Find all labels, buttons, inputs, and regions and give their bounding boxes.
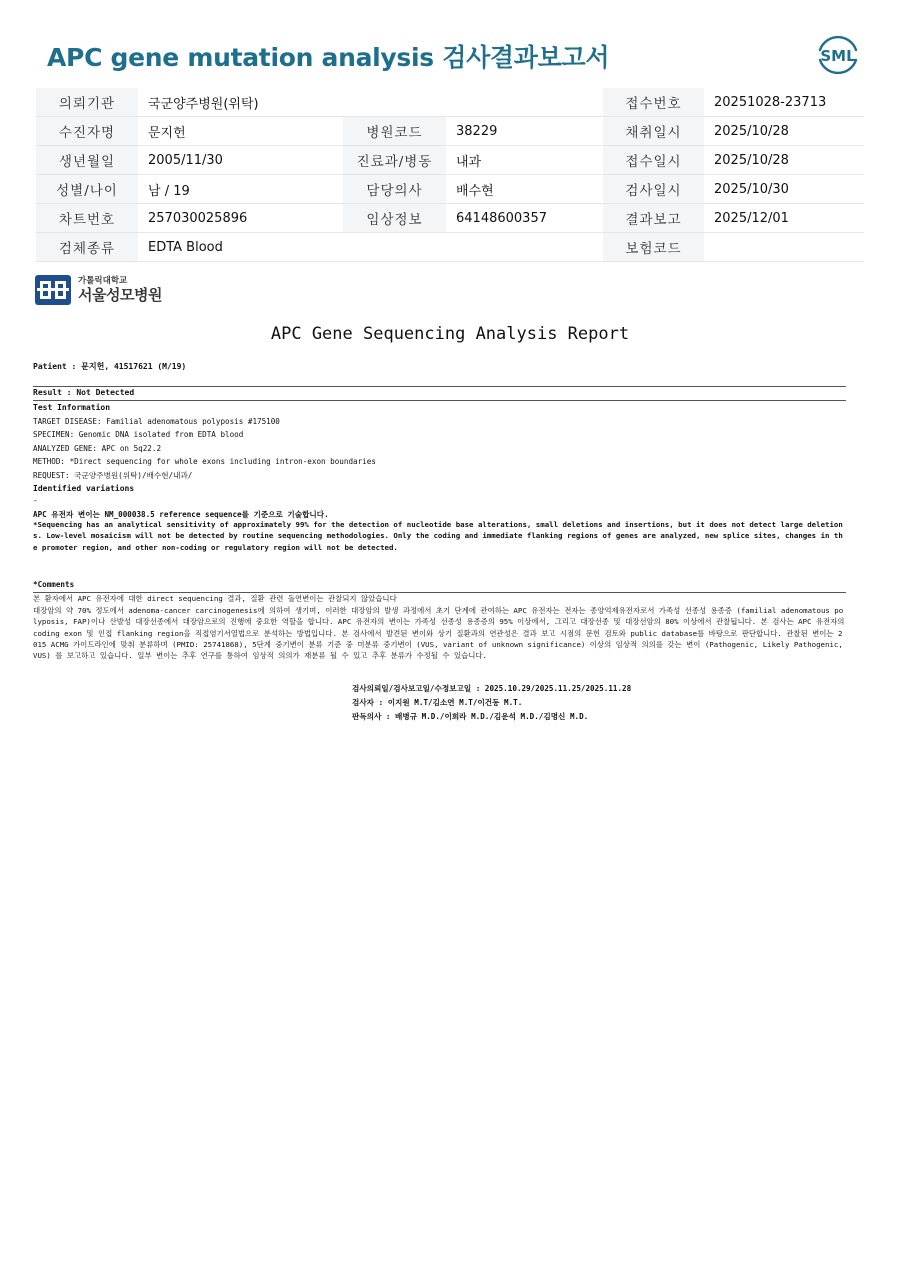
info-row <box>36 204 864 233</box>
patient-info-table <box>36 88 864 262</box>
info-value: 배수현 <box>446 175 603 204</box>
sml-logo <box>812 28 864 80</box>
signature-physicians: 판독의사 : 배병규 M.D./이희라 M.D./김운석 M.D./김명신 M.D. <box>352 712 589 721</box>
result-line: Result : Not Detected <box>33 388 135 397</box>
info-value: 국군양주병원(위탁) <box>138 88 603 117</box>
info-label: 담당의사 <box>343 175 446 204</box>
info-value: 64148600357 <box>446 204 603 233</box>
info-label: 결과보고 <box>603 204 704 233</box>
info-label: 검사일시 <box>603 175 704 204</box>
info-value: 내과 <box>446 146 603 175</box>
identified-variations-heading: Identified variations <box>33 484 135 493</box>
divider <box>33 400 846 401</box>
report-title: APC Gene Sequencing Analysis Report <box>270 324 630 344</box>
info-row <box>36 175 864 204</box>
patient-line: Patient : 문지헌, 41517621 (M/19) <box>33 362 187 371</box>
info-label: 임상정보 <box>343 204 446 233</box>
test-info-line: TARGET DISEASE: Familial adenomatous polyposis #175100 <box>33 417 280 426</box>
test-info-heading: Test Information <box>33 403 111 412</box>
info-label: 수진자명 <box>36 117 138 146</box>
report-header-title: APC gene mutation analysis 검사결과보고서 <box>47 43 610 72</box>
info-label: 성별/나이 <box>36 175 138 204</box>
test-info-line: REQUEST: 국군양주병원(위탁)/배수현/내과/ <box>33 471 193 480</box>
info-value: 남 / 19 <box>138 175 343 204</box>
info-value <box>704 233 864 262</box>
hospital-emblem-icon <box>34 274 72 306</box>
info-value: 2025/12/01 <box>704 204 864 233</box>
info-row <box>36 233 864 262</box>
info-label: 생년월일 <box>36 146 138 175</box>
comments-heading: *Comments <box>33 580 75 589</box>
info-label: 병원코드 <box>343 117 446 146</box>
info-label: 차트번호 <box>36 204 138 233</box>
info-row <box>36 146 864 175</box>
info-row <box>36 88 864 117</box>
comment-line: 본 환자에서 APC 유전자에 대한 direct sequencing 결과, 질환 관련 돌연변이는 관찰되지 않았습니다 <box>33 594 397 603</box>
info-value: 2025/10/30 <box>704 175 864 204</box>
divider <box>33 386 846 387</box>
hospital-logo <box>34 274 162 306</box>
info-value: EDTA Blood <box>138 233 603 262</box>
identified-variations-value: - <box>33 496 38 505</box>
info-label: 접수번호 <box>603 88 704 117</box>
info-label: 접수일시 <box>603 146 704 175</box>
info-label: 검체종류 <box>36 233 138 262</box>
info-label: 진료과/병동 <box>343 146 446 175</box>
info-value: 2005/11/30 <box>138 146 343 175</box>
sml-logo-text: SML <box>820 47 856 65</box>
info-label: 채취일시 <box>603 117 704 146</box>
test-info-line: METHOD: *Direct sequencing for whole exons including intron-exon boundaries <box>33 457 376 466</box>
info-label: 의뢰기관 <box>36 88 138 117</box>
info-value: 2025/10/28 <box>704 117 864 146</box>
info-label: 보험코드 <box>603 233 704 262</box>
info-value: 2025/10/28 <box>704 146 864 175</box>
reference-note: APC 유전자 변이는 NM_000038.5 reference sequence를 기준으로 기술합니다. <box>33 510 329 519</box>
sensitivity-note: *Sequencing has an analytical sensitivity of approximately 99% for the detection of nucleotide base alterations, small deletions and insertions, but it does not detect large deletions. Low-level mosaicism will not be detected by routine sequencing methodologies. Only the coding and immediate flanking regions of genes are analyzed, new splice sites, changes in the promoter region, and other non-coding or regulatory region will not be detected. <box>33 520 843 552</box>
hospital-small-text: 가톨릭대학교 <box>78 276 128 287</box>
comment-paragraph: 대장암의 약 70% 정도에서 adenoma-cancer carcinogenesis에 의하여 생기며, 이러한 대장암의 발생 과정에서 초기 단계에 관여하는 APC 유전자는 전자는 종양억제유전자로서 가족성 선종성 용종증 (familial adenomatous polyposis, FAP)이나 산발성 대장선종에서 대장암으로의 진행에 중요한 역할을 합니다. APC 유전자의 변이는 가족성 선종성 용종증의 95% 이상에서, 그리고 대장선종 및 대장선암의 80% 이상에서 관찰됩니다. 본 검사는 APC 유전자의 coding exon 및 인접 flanking region을 직접염기서열법으로 분석하는 방법입니다. 본 검사에서 발견된 변이와 상기 질환과의 연관성은 결과 보고 시점의 문헌 검토와 public database를 바탕으로 판단합니다. 관찰된 변이는 2015 ACMG 가이드라인에 맞춰 분류하며 (PMID: 25741868), 5단계 중기변이 분류 기준 중 미분류 중기변이 (VUS, variant of unknown significance) 이상의 임상적 의의를 갖는 변이 (Pathogenic, Likely Pathogenic, VUS) 를 보고하고 있습니다. 일부 변이는 추후 연구를 통하여 임상적 의의가 재분류 될 수 있고 추후 분류가 수정될 수 있습니다. <box>33 606 845 661</box>
info-value: 38229 <box>446 117 603 146</box>
hospital-name: 서울성모병원 <box>78 285 162 304</box>
signature-dates: 검사의뢰일/검사보고일/수정보고일 : 2025.10.29/2025.11.25/2025.11.28 <box>352 684 632 693</box>
info-row <box>36 117 864 146</box>
test-info-line: ANALYZED GENE: APC on 5q22.2 <box>33 444 162 453</box>
info-value: 20251028-23713 <box>704 88 864 117</box>
signature-technicians: 검사자 : 이지원 M.T/김소연 M.T/이건동 M.T. <box>352 698 523 707</box>
info-value: 문지헌 <box>138 117 343 146</box>
test-info-line: SPECIMEN: Genomic DNA isolated from EDTA blood <box>33 430 244 439</box>
info-value: 257030025896 <box>138 204 343 233</box>
